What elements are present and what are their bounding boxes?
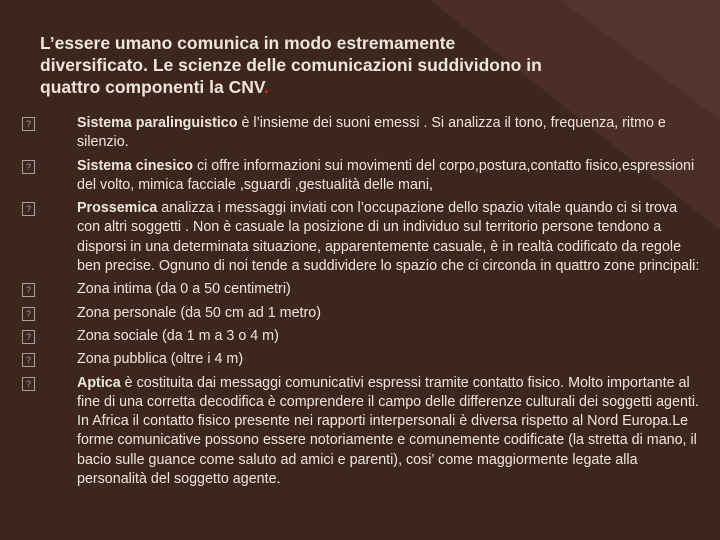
list-item-text <box>77 327 702 346</box>
list-item-text <box>77 374 702 490</box>
list-item-text <box>77 350 702 369</box>
list-item <box>22 304 702 323</box>
list-item-term: Prossemica <box>77 200 158 217</box>
bullet-icon: ? <box>22 202 35 216</box>
list-item-text <box>77 280 702 299</box>
list-item-text <box>77 114 702 153</box>
list-item-description: Zona intima (da 0 a 50 centimetri) <box>77 281 291 298</box>
list-item <box>22 327 702 346</box>
list-item <box>22 157 702 196</box>
list-item <box>22 114 702 153</box>
list-item <box>22 280 702 299</box>
list-item-term: Aptica <box>77 374 121 391</box>
list-item-description: ci offre informazioni sui movimenti del corpo,postura,contatto fisico,espressioni del volto, mimica facciale ,sguardi ,gestualità delle mani, <box>77 157 695 193</box>
list-item-text <box>77 157 702 196</box>
bullet-icon: ? <box>22 117 35 131</box>
bullet-icon: ? <box>22 283 35 297</box>
list-item-description: Zona pubblica (oltre i 4 m) <box>77 351 244 368</box>
list-item <box>22 350 702 369</box>
title-line-1: L’essere umano comunica in modo estremamente <box>40 33 456 53</box>
title-line-3: quattro componenti la CNV <box>40 77 264 97</box>
title-line-2: diversificato. Le scienze delle comunicazioni suddividono in <box>40 55 542 75</box>
list-item-description: analizza i messaggi inviati con l’occupazione dello spazio vitale quando ci si trova con altri soggetti . Non è casuale la posizione di un individuo sul territorio persone tendono a disporsi in una determinata situazione, apparentemente casuale, è in realtà codificato da regole ben precise. Ognuno di noi tende a suddividere lo spazio che ci circonda in quattro zone principali: <box>77 200 700 275</box>
list-item-description: è costituita dai messaggi comunicativi espressi tramite contatto fisico. Molto importante al fine di una corretta decodifica è comprendere il campo delle differenze culturali dei soggetti agenti. In Africa il contatto fisico presente nei rapporti interpersonali è diversa rispetto al Nord Europa.Le forme comunicative possono essere notoriamente e comunemente codificate (la stretta di mano, il bacio sulle guance come saluto ad amici e parenti), cosi’ come maggiormente legate alla personalità del soggetto agente. <box>77 374 700 488</box>
list-item-description: è l’insieme dei suoni emessi . Si analizza il tono, frequenza, ritmo e silenzio. <box>77 115 666 151</box>
list-item-term: Sistema cinesico <box>77 157 194 174</box>
bullet-icon: ? <box>22 330 35 344</box>
slide-title <box>40 32 690 98</box>
list-item-description: Zona personale (da 50 cm ad 1 metro) <box>77 304 321 321</box>
list-item-term: Sistema paralinguistico <box>77 115 238 131</box>
list-item-text <box>77 199 702 276</box>
bullet-list <box>22 114 702 493</box>
list-item-text <box>77 304 702 323</box>
list-item <box>22 374 702 490</box>
list-item <box>22 199 702 276</box>
bullet-icon: ? <box>22 377 35 391</box>
bullet-icon: ? <box>22 307 35 321</box>
bullet-icon: ? <box>22 160 35 174</box>
list-item-description: Zona sociale (da 1 m a 3 o 4 m) <box>77 327 279 344</box>
title-accent-period: . <box>263 77 269 97</box>
bullet-icon: ? <box>22 353 35 367</box>
